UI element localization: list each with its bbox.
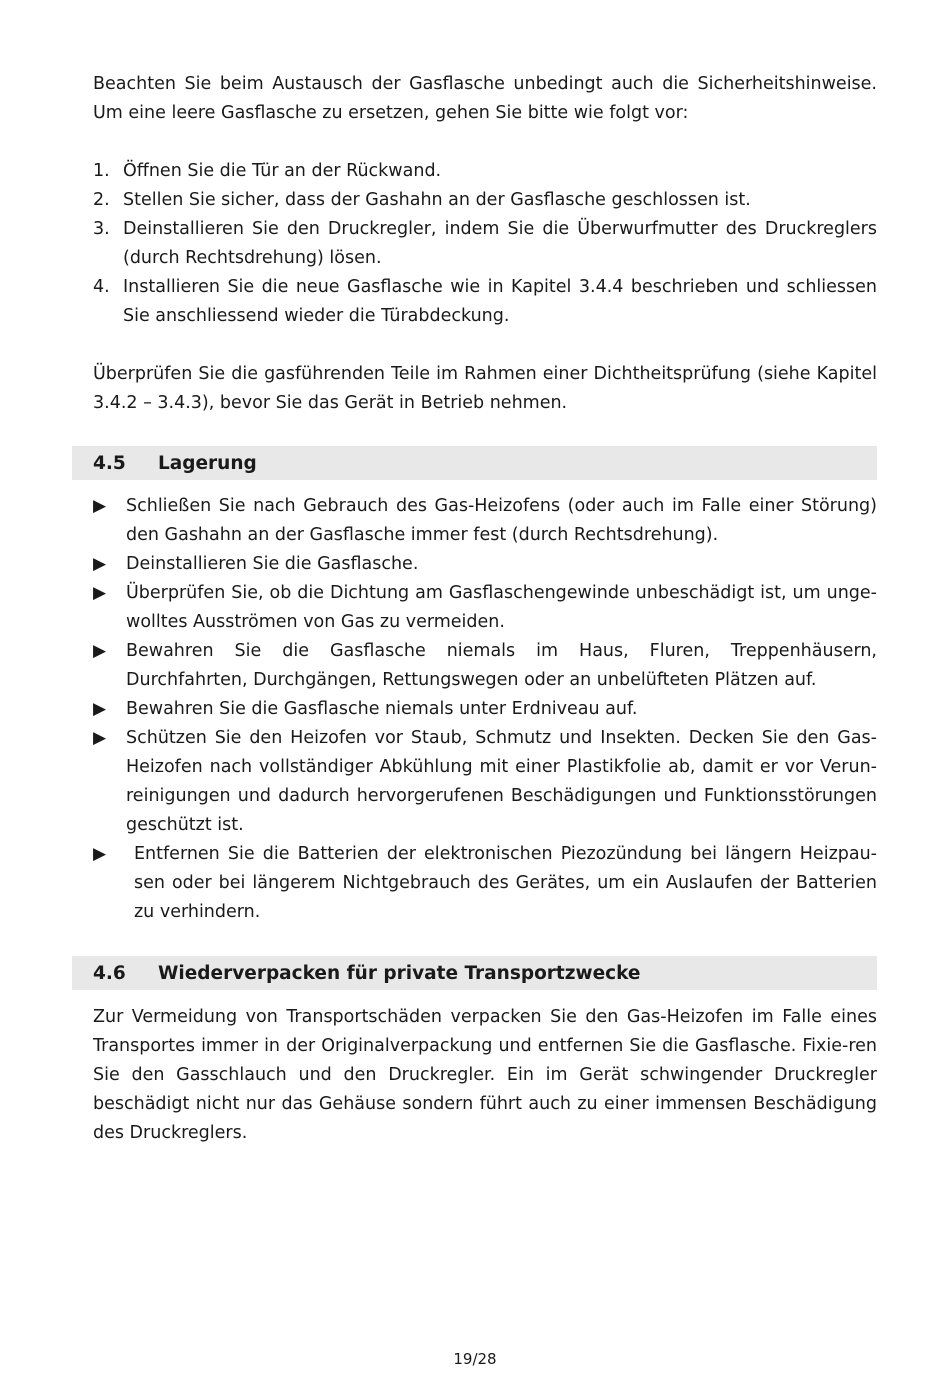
bullet-text: Entfernen Sie die Batterien der elektronischen Piezozündung bei längern Heizpau-sen oder bei längerem Nichtgebrauch des Gerätes, um ein Auslaufen der Batterien zu verhindern. xyxy=(134,844,877,922)
arrow-right-icon: ▶ xyxy=(93,699,107,719)
storage-bullet-list xyxy=(93,492,877,927)
bullet-text: Schützen Sie den Heizofen vor Staub, Schmutz und Insekten. Decken Sie den Gas-Heizofen nach vollständiger Abkühlung mit einer Plastikfolie ab, damit er vor Verun-reinigungen und dadurch hervorgerufenen Beschädigungen und Funktionsstörungen geschützt ist. xyxy=(126,728,877,835)
arrow-right-icon: ▶ xyxy=(93,554,107,574)
arrow-right-icon: ▶ xyxy=(93,641,107,661)
step-text: Deinstallieren Sie den Druckregler, indem Sie die Überwurfmutter des Druckreglers (durch Rechtsdrehung) lösen. xyxy=(123,219,877,268)
list-item xyxy=(93,695,877,724)
step-number: 3. xyxy=(93,219,110,239)
repacking-paragraph: Zur Vermeidung von Transportschäden verpacken Sie den Gas-Heizofen im Falle eines Transportes immer in der Originalverpackung und entfernen Sie die Gasflasche. Fixie-ren Sie den Gasschlauch und den Druckregler. Ein im Gerät schwingender Druckregler beschädigt nicht nur das Gehäuse sondern führt auch zu einer immensen Beschädigung des Druckreglers. xyxy=(93,1007,877,1143)
arrow-right-icon: ▶ xyxy=(93,844,107,864)
replacement-steps-list xyxy=(93,157,877,331)
section-title: Wiederverpacken für private Transportzwecke xyxy=(158,962,641,984)
list-item xyxy=(93,157,877,186)
list-item xyxy=(93,215,877,273)
step-text: Öffnen Sie die Tür an der Rückwand. xyxy=(123,161,442,181)
list-item xyxy=(93,724,877,840)
list-item xyxy=(93,637,877,695)
list-item xyxy=(93,579,877,637)
document-page xyxy=(93,70,877,1148)
bullet-text: Bewahren Sie die Gasflasche niemals im Haus, Fluren, Treppenhäusern, Durchfahrten, Durchgängen, Rettungswegen oder an unbelüfteten Plätzen auf. xyxy=(126,641,877,690)
section-number: 4.6 xyxy=(93,962,126,984)
intro-paragraph: Beachten Sie beim Austausch der Gasflasche unbedingt auch die Sicherheitshinweise. Um eine leere Gasflasche zu ersetzen, gehen Sie bitte wie folgt vor: xyxy=(93,74,877,123)
arrow-right-icon: ▶ xyxy=(93,728,107,748)
section-heading-wiederverpacken xyxy=(72,956,877,990)
bullet-text: Bewahren Sie die Gasflasche niemals unter Erdniveau auf. xyxy=(126,699,638,719)
list-item xyxy=(93,550,877,579)
step-text: Stellen Sie sicher, dass der Gashahn an der Gasflasche geschlossen ist. xyxy=(123,190,751,210)
section-title: Lagerung xyxy=(158,452,257,474)
section-number: 4.5 xyxy=(93,452,126,474)
arrow-right-icon: ▶ xyxy=(93,583,107,603)
arrow-right-icon: ▶ xyxy=(93,496,107,516)
list-item xyxy=(93,492,877,550)
step-number: 1. xyxy=(93,161,110,181)
bullet-text: Überprüfen Sie, ob die Dichtung am Gasflaschengewinde unbeschädigt ist, um unge-wolltes Ausströmen von Gas zu vermeiden. xyxy=(126,583,877,632)
step-number: 2. xyxy=(93,190,110,210)
list-item xyxy=(93,186,877,215)
page-number: 19/28 xyxy=(453,1350,497,1368)
step-number: 4. xyxy=(93,277,110,297)
list-item xyxy=(93,273,877,331)
bullet-text: Deinstallieren Sie die Gasflasche. xyxy=(126,554,419,574)
list-item xyxy=(93,840,877,927)
step-text: Installieren Sie die neue Gasflasche wie in Kapitel 3.4.4 beschrieben und schliessen Sie anschliessend wieder die Türabdeckung. xyxy=(123,277,877,326)
leak-check-paragraph: Überprüfen Sie die gasführenden Teile im Rahmen einer Dichtheitsprüfung (siehe Kapitel 3.4.2 – 3.4.3), bevor Sie das Gerät in Betrieb nehmen. xyxy=(93,364,877,413)
section-heading-lagerung xyxy=(72,446,877,480)
bullet-text: Schließen Sie nach Gebrauch des Gas-Heizofens (oder auch im Falle einer Störung) den Gashahn an der Gasflasche immer fest (durch Rechtsdrehung). xyxy=(126,496,877,545)
